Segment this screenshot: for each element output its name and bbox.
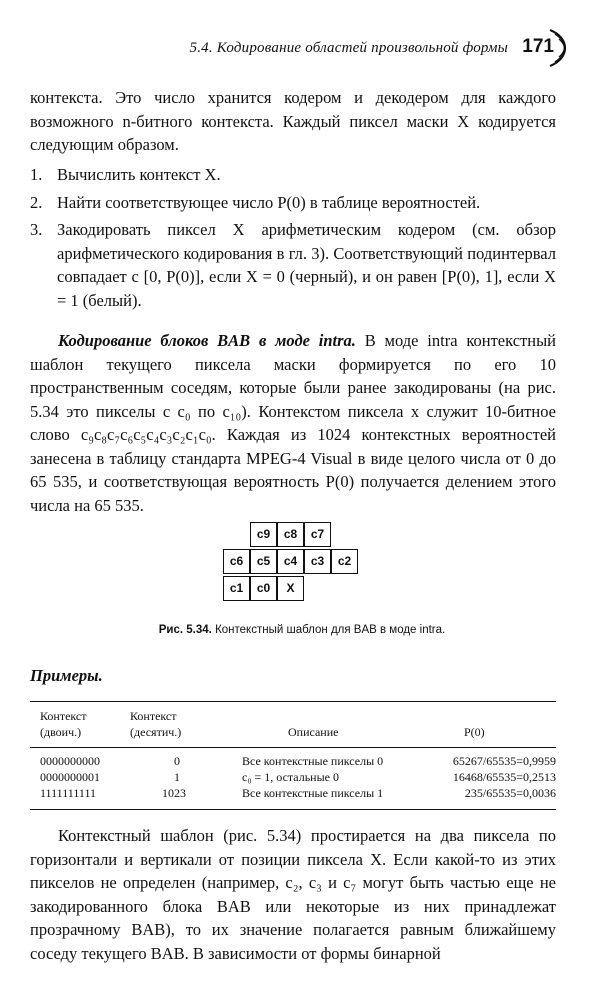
page-number: 171 bbox=[522, 36, 554, 57]
table-cell-description: Все контекстные пикселы 1 bbox=[242, 786, 384, 800]
table-cell-binary: 0000000000 bbox=[40, 754, 100, 768]
step-text: Вычислить контекст X. bbox=[57, 165, 221, 184]
step-number: 2. bbox=[30, 192, 43, 212]
table-cell-decimal: 1023 bbox=[162, 786, 186, 800]
running-header bbox=[60, 36, 570, 70]
step-text: Закодировать пиксел X арифметическим кодером (см. обзор арифметического кодирования в гл. 3). Соответствующий подинтервал совпадает с [0, P(0)], если X = 0 (черный), и он равен [P(0), 1], если X = 1 (белый). bbox=[57, 220, 556, 310]
list-item bbox=[30, 191, 556, 215]
context-template-figure bbox=[222, 522, 357, 604]
table-cell-description: Все контекстные пикселы 0 bbox=[242, 754, 384, 768]
table-rule-top bbox=[30, 701, 556, 702]
table-cell-binary: 1111111111 bbox=[40, 786, 96, 800]
list-item bbox=[30, 218, 556, 312]
examples-heading: Примеры. bbox=[30, 666, 103, 685]
table-cell-description: c₀ = 1, остальные 0 bbox=[242, 770, 339, 784]
step-number: 3. bbox=[30, 220, 43, 239]
context-cell: c9 bbox=[250, 522, 277, 547]
header-binary bbox=[40, 708, 87, 740]
context-cell: c6 bbox=[223, 549, 250, 574]
table-rule-bottom bbox=[30, 809, 556, 810]
header-binary-line2: (двоич.) bbox=[40, 725, 82, 739]
header-description: Описание bbox=[288, 725, 339, 739]
header-title: 5.4. Кодирование областей произвольной формы bbox=[189, 40, 508, 56]
header-probability: P(0) bbox=[464, 725, 485, 739]
table-cell-binary: 0000000001 bbox=[40, 770, 100, 784]
table-cell-probability: 65267/65535=0,9959 bbox=[452, 754, 556, 768]
context-cell: c2 bbox=[331, 549, 358, 574]
intro-paragraph: контекста. Это число хранится кодером и декодером для каждого возможного n-битного контекста. Каждый пиксел маски X кодируется следующим образом. bbox=[30, 88, 556, 154]
context-cell: c4 bbox=[277, 549, 304, 574]
caption-text: Контекстный шаблон для BAB в моде intra. bbox=[215, 624, 446, 636]
context-cell: c5 bbox=[250, 549, 277, 574]
page-swoosh-icon bbox=[548, 28, 570, 68]
figure-caption bbox=[0, 624, 604, 636]
context-cell: c7 bbox=[304, 522, 331, 547]
section-heading: Кодирование блоков BAB в моде intra. bbox=[58, 331, 356, 350]
caption-label: Рис. 5.34. bbox=[158, 624, 212, 636]
closing-paragraph: Контекстный шаблон (рис. 5.34) простирается на два пиксела по горизонтали и вертикали от позиции пиксела X. Если какой-то из этих пикселов не определен (например, c₂, c₃ и c₇ могут быть частью еще не закодированного блока BAB или некоторые из них принадлежат прозрачному BAB), то их значение полагается равным ближайшему соседу текущего BAB. В зависимости от формы бинарной bbox=[30, 826, 556, 963]
header-decimal-line1: Контекст bbox=[130, 709, 177, 723]
intra-section-paragraph bbox=[30, 329, 556, 517]
context-cell: c8 bbox=[277, 522, 304, 547]
section-body: В моде intra контекстный шаблон текущего пиксела маски формируется по его 10 пространственным соседям, которые были ранее закодированы (на рис. 5.34 это пикселы с c₀ по c₁₀). Контекстом пиксела x служит 10-битное слово c₉c₈c₇c₆c₅c₄c₃c₂c₁c₀. Каждая из 1024 контекстных вероятностей занесена в таблицу стандарта MPEG-4 Visual в виде целого числа от 0 до 65 535, и соответствующая вероятность P(0) получается делением этого числа на 65 535. bbox=[30, 331, 557, 515]
table-cell-probability: 235/65535=0,0036 bbox=[464, 786, 556, 800]
list-item bbox=[30, 163, 556, 187]
header-binary-line1: Контекст bbox=[40, 709, 87, 723]
step-text: Найти соответствующее число P(0) в таблице вероятностей. bbox=[57, 192, 481, 212]
table-cell-probability: 16468/65535=0,2513 bbox=[452, 770, 556, 784]
context-cell: c1 bbox=[223, 576, 250, 601]
context-cell: c0 bbox=[250, 576, 277, 601]
header-decimal bbox=[130, 708, 181, 740]
table-rule-mid bbox=[30, 747, 556, 748]
steps-list bbox=[30, 163, 556, 312]
step-number: 1. bbox=[30, 165, 43, 184]
context-cell: c3 bbox=[304, 549, 331, 574]
table-cell-decimal: 1 bbox=[174, 770, 180, 784]
header-decimal-line2: (десятич.) bbox=[130, 725, 182, 739]
table-cell-decimal: 0 bbox=[174, 754, 180, 768]
context-cell-current: X bbox=[277, 576, 304, 601]
